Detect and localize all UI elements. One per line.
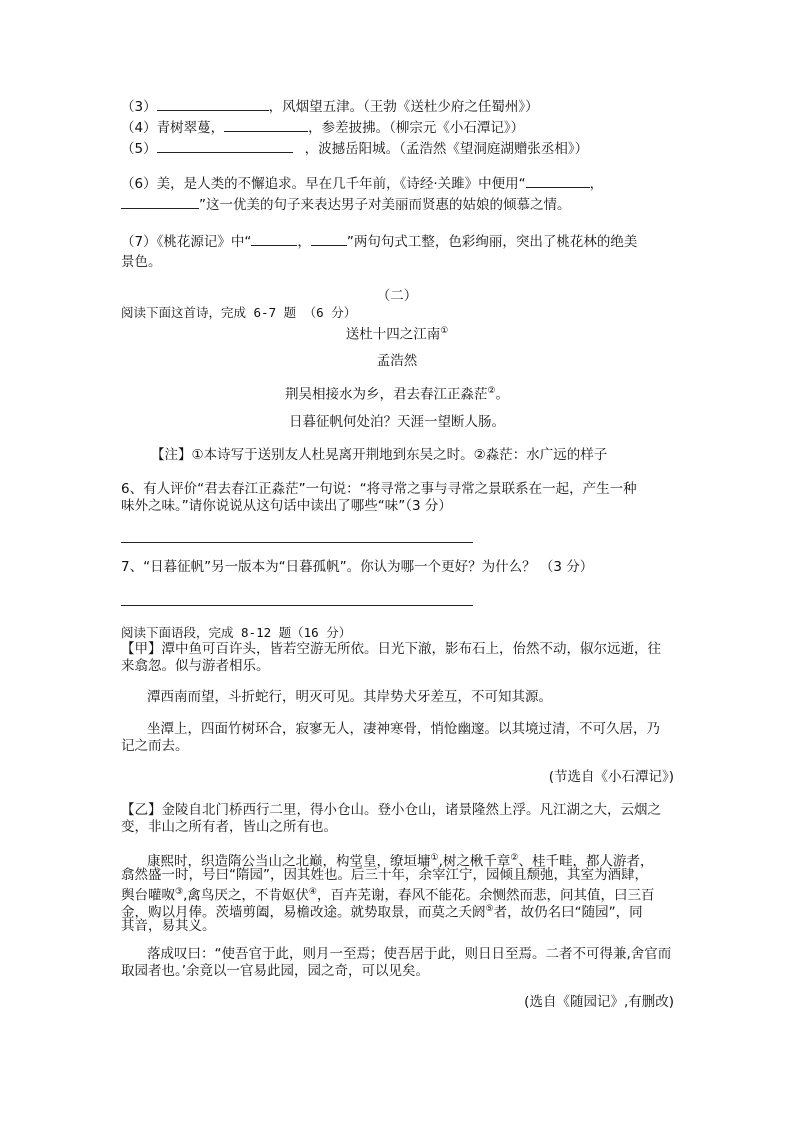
- answer-blank[interactable]: [526, 175, 590, 188]
- question-6-text-b: ”这一优美的句子来表达男子对美丽而贤惠的姑娘的倾慕之情。: [199, 197, 571, 213]
- question-4-text-b: ，参差披拂。（柳宗元《小石潭记》）: [308, 120, 525, 136]
- passage-yi-p3-line-2: 取园者也。’余竟以一官易此园，园之奇，可以见矣。: [121, 963, 430, 979]
- passage-yi-p2-line-2: 翕然盛一时，号曰“隋园”，因其姓也。后三十年，余宰江宁，园倾且颓弛，其室为酒肆，: [121, 867, 648, 883]
- question-6-comma: ，: [589, 176, 604, 192]
- question-3-number: （3）: [121, 99, 157, 115]
- answer-line[interactable]: [121, 542, 473, 543]
- question-7: [121, 233, 637, 251]
- answer-blank[interactable]: [157, 98, 269, 111]
- section-instructions: 阅读下面这首诗，完成 6-7 题 （6 分）: [121, 305, 357, 320]
- question-5-text: ，波撼岳阳城。（孟浩然《望洞庭湖赠张丞相》）: [304, 141, 589, 157]
- footnote-marker: ④: [308, 887, 317, 897]
- passage-jia-p3-line-2: 记之而去。: [121, 738, 189, 754]
- question-7-text-a: （7）《桃花源记》中“: [121, 234, 252, 250]
- footnote-marker: ②: [487, 386, 496, 396]
- passage-yi-p3-line-1: 落成叹曰：“使吾官于此，则月一至焉；使吾居于此，则日日至焉。二者不可得兼,舍官而: [147, 946, 672, 962]
- passage-yi-p1-line-2: 变，非山之所有者，皆山之所有也。: [121, 819, 337, 835]
- passage-jia-p1-line-1: 【甲】潭中鱼可百许头，皆若空游无所依。日光下澈，影布石上，佁然不动，俶尔远逝，往: [121, 641, 661, 657]
- answer-blank[interactable]: [157, 140, 293, 153]
- passage-yi-p2-line-1: 康熙时，织造隋公当山之北巅，构堂皇，缭垣墉①,树之楸千章②、桂千畦，都人游者，: [147, 853, 654, 870]
- poem-note: 【注】①本诗写于送别友人杜晃离开荆地到东吴之时。②淼茫：水广远的样子: [151, 447, 608, 463]
- footnote-marker: ⑤: [485, 904, 494, 914]
- poem-author: 孟浩然: [376, 353, 418, 369]
- passage-yi-p1-line-1: 【乙】金陵自北门桥西行二里，得小仓山。登小仓山，诸景隆然上浮。凡江湖之大，云烟之: [121, 802, 661, 818]
- poem-title: 送杜十四之江南①: [345, 326, 449, 343]
- footnote-marker: ①: [440, 326, 449, 336]
- passage-yi-p2-line-5: 其音，易其义。: [121, 918, 216, 934]
- section-heading: （二）: [376, 288, 418, 304]
- footnote-marker: ②: [510, 853, 519, 863]
- question-7-line-2: 景色。: [121, 254, 162, 270]
- passage-jia-p1-line-2: 来翕忽。似与游者相乐。: [121, 658, 270, 674]
- footnote-marker: ①: [430, 853, 439, 863]
- footnote-marker: ③: [175, 887, 184, 897]
- question-5-number: （5）: [121, 141, 157, 157]
- question-6: [121, 175, 603, 193]
- passage-yi-p2-line-4: 金，购以月俸。茨墙剪阖，易檐改途。就势取景，而莫之夭阏⑤者，故仍名曰“随园”，同: [121, 904, 643, 921]
- passage-jia-p2: 潭西南而望，斗折蛇行，明灭可见。其岸势犬牙差互，不可知其源。: [147, 689, 552, 705]
- question-5: [121, 140, 588, 158]
- answer-line[interactable]: [121, 605, 473, 606]
- question-7-comma: ，: [297, 234, 311, 250]
- passage-jia-source: (节选自《小石潭记》): [548, 769, 674, 785]
- answer-blank[interactable]: [251, 233, 297, 246]
- poem-line-2: 日暮征帆何处泊？天涯一望断人肠。: [289, 414, 505, 430]
- question-3: [121, 98, 539, 116]
- passage-jia-p3-line-1: 坐潭上，四面竹树环合，寂寥无人，凄神寒骨，悄怆幽邃。以其境过清，不可久居，乃: [147, 721, 660, 737]
- question-6-prompt-line-2: 味外之味。”请你说说从这句话中读出了哪些“味”（3 分）: [121, 498, 452, 514]
- question-7-text-c: ”两句句式工整，色彩绚丽，突出了桃花林的绝美: [346, 234, 638, 250]
- answer-blank[interactable]: [121, 196, 199, 209]
- question-6-line-2: [121, 196, 571, 214]
- question-4-text-a: （4）青树翠蔓，: [121, 120, 225, 136]
- answer-blank[interactable]: [311, 233, 347, 246]
- passage-yi-source: (选自《随园记》,有删改): [524, 994, 674, 1010]
- question-3-text: ，风烟望五津。（王勃《送杜少府之任蜀州》）: [268, 99, 539, 115]
- question-6-prompt: 6、有人评价“君去春江正淼茫”一句说：“将寻常之事与寻常之景联系在一起，产生一种: [121, 481, 637, 497]
- question-7-prompt: 7、“日暮征帆”另一版本为“日暮孤帆”。你认为哪一个更好？为什么？ （3 分）: [121, 559, 594, 575]
- question-6-text-a: （6）美，是人类的不懈追求。早在几千年前，《诗经·关雎》中便用“: [121, 176, 526, 192]
- poem-line-1: 荆吴相接水为乡，君去春江正淼茫②。: [284, 386, 510, 403]
- reading-instructions: 阅读下面语段，完成 8-12 题（16 分）: [121, 625, 352, 640]
- question-4: [121, 119, 524, 137]
- passage-yi-p2-line-3: 舆台嚾呶③,禽鸟厌之，不肯妪伏④，百卉芜谢，春风不能花。余恻然而悲，问其值，曰三百: [121, 887, 655, 904]
- answer-blank[interactable]: [224, 119, 308, 132]
